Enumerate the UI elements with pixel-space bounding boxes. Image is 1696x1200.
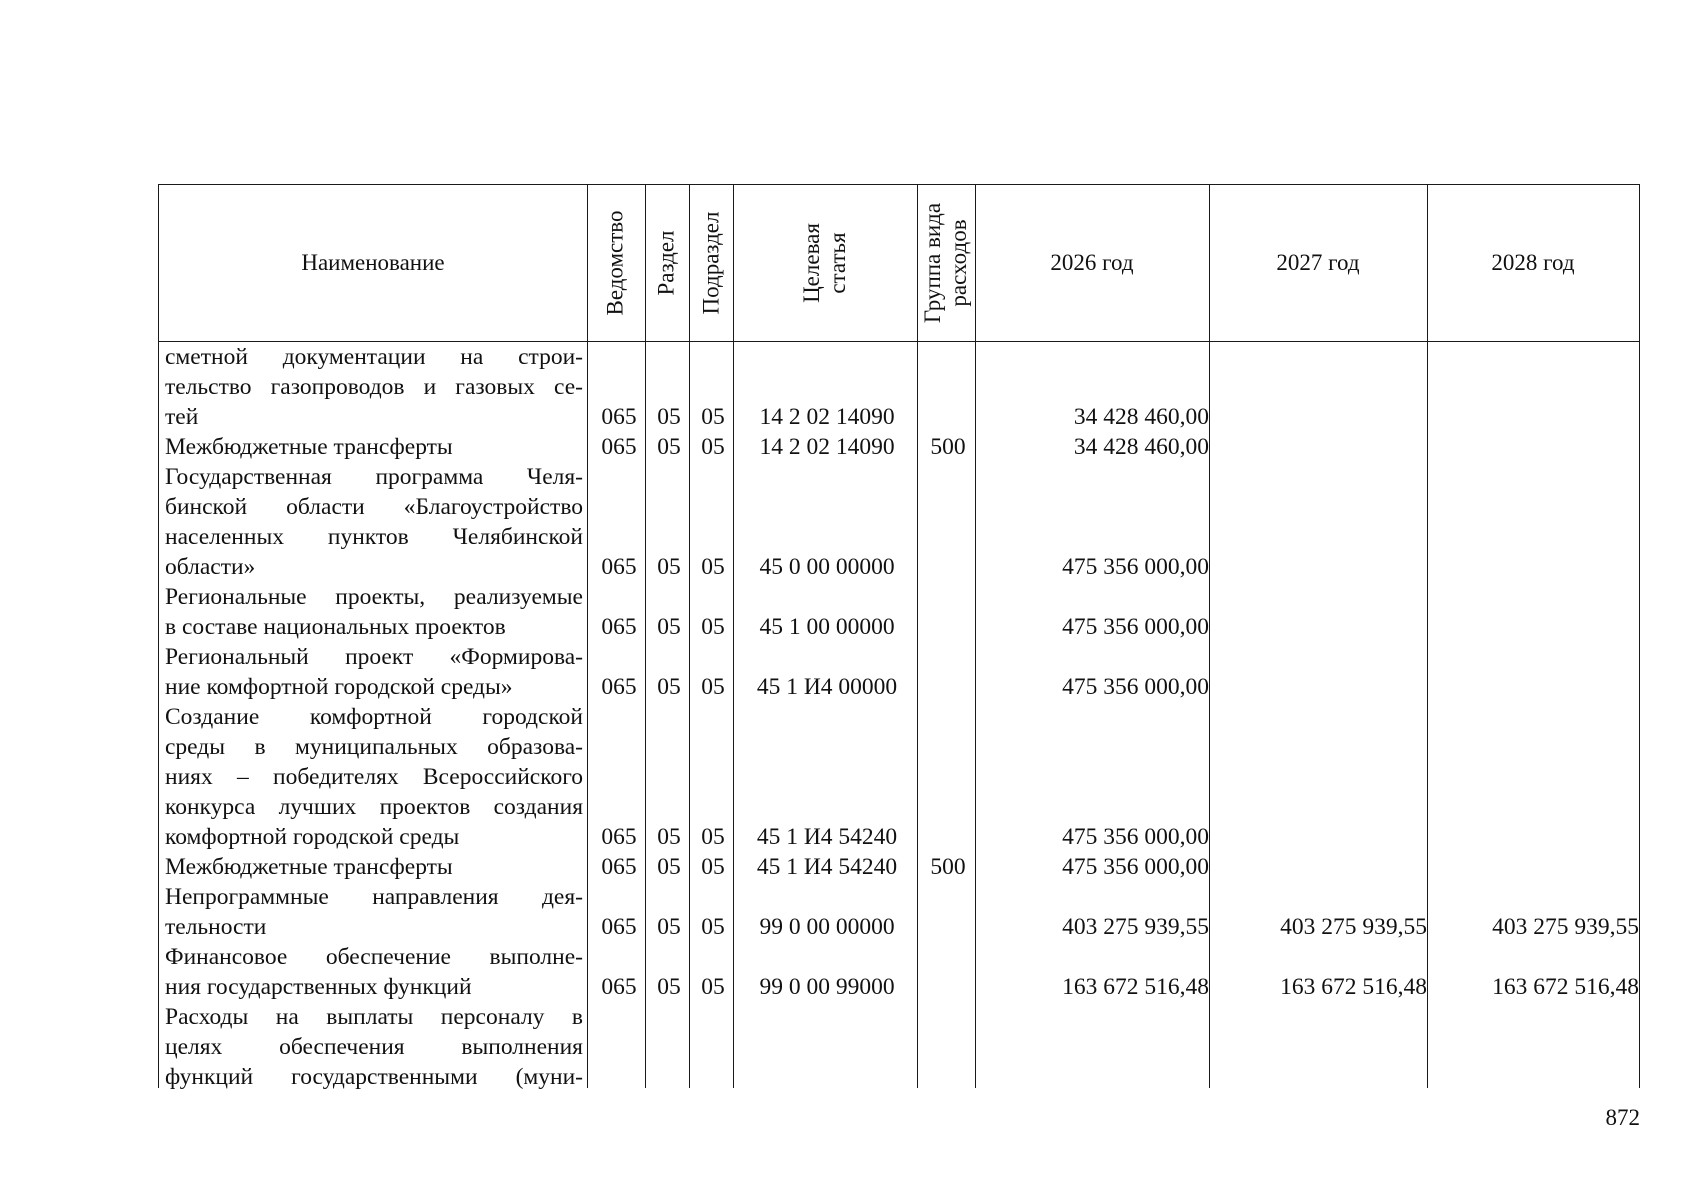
- table-row: [159, 1002, 1641, 1092]
- cell-vedomstvo: 065: [601, 434, 637, 460]
- cell-vedomstvo: 065: [601, 914, 637, 940]
- header-celevaya-label: [799, 223, 851, 303]
- row-name-line: в составе национальных проектов: [165, 614, 506, 640]
- cell-2026: 34 428 460,00: [1073, 404, 1209, 430]
- header-2026: 2026 год: [1050, 250, 1134, 275]
- cell-razdel: 05: [657, 974, 681, 1000]
- row-name-line: среды в муниципальных образова-: [165, 734, 583, 760]
- header-podrazdel-label: Подраздел: [698, 211, 724, 315]
- cell-razdel: 05: [657, 914, 681, 940]
- row-name-line: Региональные проекты, реализуемые: [165, 584, 583, 610]
- row-name-line: Межбюджетные трансферты: [165, 434, 453, 460]
- budget-table: [158, 184, 1640, 1088]
- cell-2027: 163 672 516,48: [1280, 974, 1427, 1000]
- row-name-line: населенных пунктов Челябинской: [165, 524, 583, 550]
- row-name-line: ния государственных функций: [165, 974, 472, 1000]
- table-row: [159, 852, 1641, 882]
- row-name: [165, 642, 583, 702]
- cell-2026: 475 356 000,00: [1062, 854, 1209, 880]
- row-name-line: конкурса лучших проектов создания: [165, 794, 583, 820]
- table-row: [159, 642, 1641, 702]
- row-name-line: Создание комфортной городской: [165, 704, 583, 730]
- header-gruppa-line1: Группа вида: [920, 202, 946, 324]
- row-name: [165, 1002, 583, 1092]
- header-vedomstvo: [587, 185, 645, 341]
- cell-razdel: 05: [657, 404, 681, 430]
- cell-2026: 475 356 000,00: [1062, 614, 1209, 640]
- cell-razdel: 05: [657, 824, 681, 850]
- cell-podrazdel: 05: [701, 614, 725, 640]
- cell-2026: 475 356 000,00: [1062, 554, 1209, 580]
- cell-gruppa: 500: [930, 434, 966, 460]
- cell-2028: 403 275 939,55: [1492, 914, 1639, 940]
- row-name-line: ниях – победителях Всероссийского: [165, 764, 583, 790]
- cell-podrazdel: 05: [701, 434, 725, 460]
- page-number: 872: [1605, 1105, 1640, 1130]
- cell-vedomstvo: 065: [601, 614, 637, 640]
- table-row: [159, 582, 1641, 642]
- cell-celevaya: 45 0 00 00000: [759, 554, 895, 580]
- cell-celevaya: 45 1 00 00000: [759, 614, 895, 640]
- table-row: [159, 432, 1641, 462]
- cell-gruppa: 500: [930, 854, 966, 880]
- cell-2028: 163 672 516,48: [1492, 974, 1639, 1000]
- header-2027: 2027 год: [1276, 250, 1360, 275]
- row-name: [165, 882, 583, 942]
- header-razdel: [645, 185, 689, 341]
- cell-vedomstvo: 065: [601, 974, 637, 1000]
- row-name-line: функций государственными (муни-: [165, 1064, 583, 1090]
- cell-podrazdel: 05: [701, 404, 725, 430]
- row-name-line: Финансовое обеспечение выполне-: [165, 944, 583, 970]
- row-name-line: Государственная программа Челя-: [165, 464, 583, 490]
- cell-razdel: 05: [657, 434, 681, 460]
- row-name: [165, 582, 583, 642]
- header-gruppa-label: [920, 203, 972, 323]
- row-name-line: сметной документации на строи-: [165, 344, 583, 370]
- cell-vedomstvo: 065: [601, 824, 637, 850]
- row-name-line: Непрограммные направления дея-: [165, 884, 583, 910]
- cell-razdel: 05: [657, 554, 681, 580]
- cell-celevaya: 14 2 02 14090: [759, 404, 895, 430]
- row-name: [165, 342, 583, 432]
- row-name: [165, 462, 583, 582]
- cell-razdel: 05: [657, 854, 681, 880]
- table-row: [159, 342, 1641, 432]
- header-celevaya-line2: статья: [824, 232, 850, 294]
- cell-vedomstvo: 065: [601, 404, 637, 430]
- cell-podrazdel: 05: [701, 854, 725, 880]
- cell-vedomstvo: 065: [601, 854, 637, 880]
- cell-celevaya: 45 1 И4 54240: [756, 824, 898, 850]
- row-name-line: целях обеспечения выполнения: [165, 1034, 583, 1060]
- row-name-line: Расходы на выплаты персоналу в: [165, 1004, 583, 1030]
- cell-razdel: 05: [657, 614, 681, 640]
- header-vedomstvo-label: Ведомство: [603, 210, 628, 316]
- cell-celevaya: 99 0 00 99000: [759, 974, 895, 1000]
- row-name: [165, 852, 583, 882]
- header-gruppa-line2: расходов: [946, 219, 972, 307]
- cell-2026: 34 428 460,00: [1073, 434, 1209, 460]
- header-name: Наименование: [301, 250, 445, 275]
- row-name-line: ние комфортной городской среды»: [165, 674, 513, 700]
- cell-2026: 475 356 000,00: [1062, 674, 1209, 700]
- cell-vedomstvo: 065: [601, 674, 637, 700]
- row-name-line: тей: [165, 404, 199, 430]
- row-name-line: Межбюджетные трансферты: [165, 854, 453, 880]
- cell-vedomstvo: 065: [601, 554, 637, 580]
- header-gruppa: [917, 185, 975, 341]
- cell-podrazdel: 05: [701, 554, 725, 580]
- table-row: [159, 942, 1641, 1002]
- row-name-line: бинской области «Благоустройство: [165, 494, 583, 520]
- cell-podrazdel: 05: [701, 824, 725, 850]
- header-razdel-label: Раздел: [654, 230, 679, 296]
- cell-celevaya: 99 0 00 00000: [759, 914, 895, 940]
- cell-celevaya: 14 2 02 14090: [759, 434, 895, 460]
- header-2028: 2028 год: [1491, 250, 1575, 275]
- header-podrazdel: [689, 185, 733, 341]
- cell-celevaya: 45 1 И4 00000: [756, 674, 898, 700]
- row-name: [165, 942, 583, 1002]
- table-row: [159, 702, 1641, 852]
- cell-podrazdel: 05: [701, 974, 725, 1000]
- row-name-line: тельности: [165, 914, 267, 940]
- cell-razdel: 05: [657, 674, 681, 700]
- row-name: [165, 432, 583, 462]
- cell-2027: 403 275 939,55: [1280, 914, 1427, 940]
- header-celevaya: [733, 185, 917, 341]
- cell-podrazdel: 05: [701, 914, 725, 940]
- cell-podrazdel: 05: [701, 674, 725, 700]
- table-row: [159, 882, 1641, 942]
- row-name: [165, 702, 583, 852]
- cell-2026: 403 275 939,55: [1062, 914, 1209, 940]
- row-name-line: комфортной городской среды: [165, 824, 460, 850]
- cell-2026: 475 356 000,00: [1062, 824, 1209, 850]
- row-name-line: области»: [165, 554, 256, 580]
- header-celevaya-line1: Целевая: [798, 223, 824, 303]
- cell-celevaya: 45 1 И4 54240: [756, 854, 898, 880]
- row-name-line: Региональный проект «Формирова-: [165, 644, 583, 670]
- row-name-line: тельство газопроводов и газовых се-: [165, 374, 583, 400]
- cell-2026: 163 672 516,48: [1062, 974, 1209, 1000]
- table-row: [159, 462, 1641, 582]
